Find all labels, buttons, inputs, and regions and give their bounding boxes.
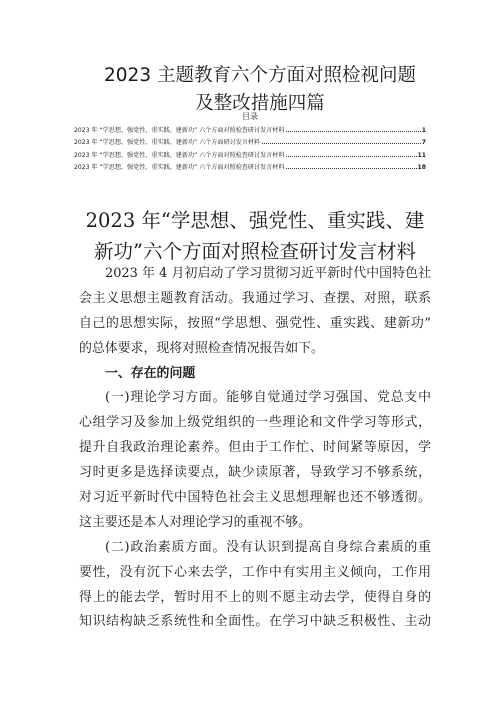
paragraph-line: (一)理论学习方面。能够自觉通过学习强国、党总支中 [105,390,431,406]
toc-entry[interactable] [74,162,426,174]
toc-dot-leader [262,143,421,144]
paragraph-line: (二)政治素质方面。没有认识到提高自身综合素质的重 [105,539,431,555]
toc-entry[interactable] [74,150,426,162]
toc-page-number: 1 [421,127,426,134]
toc-heading: 目录 [242,112,258,121]
toc-dot-leader [286,156,416,157]
section-title-line-2: 新功”六个方面对照检查研讨发言材料 [94,240,416,263]
section-heading: 一、存在的问题 [105,365,196,381]
document-title-line-1: 2023 主题教育六个方面对照检视问题 [104,65,416,86]
paragraph-line: 提升自我政治理论素养。但由于工作忙、时间紧等原因，学 [79,440,431,456]
paragraph-line: 心组学习及参加上级党组织的一些理论和文件学习等形式， [79,415,431,431]
paragraph-line: 对习近平新时代中国特色社会主义思想理解也还不够透彻。 [79,490,431,506]
paragraph-line: 习时更多是选择读要点，缺少读原著，导致学习不够系统， [79,465,431,481]
table-of-contents [74,125,426,175]
toc-entry[interactable] [74,125,426,137]
toc-entry-text: 2023 年 “学思想、强党性、重实践、建新功” 六个方面对照检查研讨发言材料 [74,164,285,172]
intro-line: 会主义思想主题教育活动。我通过学习、查摆、对照，联系 [79,290,431,306]
toc-page-number: 18 [417,164,426,172]
paragraph-line: 要性，没有沉下心来去学，工作中有实用主义倾向，工作用 [79,564,431,580]
intro-line: 2023 年 4 月初启动了学习贯彻习近平新时代中国特色社 [105,266,431,281]
toc-entry-text: 2023 年 “学思想、强党性、重实践、建新功” 六个方面对照检查研讨发言材料 [74,151,285,159]
paragraph-line: 得上的能去学，暂时用不上的则不愿主动去学，使得自身的 [79,589,431,605]
intro-line: 自己的思想实际，按照“学思想、强党性、重实践、建新功” [79,315,431,331]
toc-page-number: 11 [417,151,426,159]
document-title-line-2: 及整改措施四篇 [195,93,325,114]
toc-dot-leader [286,131,420,132]
toc-dot-leader [286,168,416,169]
toc-entry-text: 2023 年 “学思想、强党性、重实践、建新功” 六个方面对照检查研讨发言材料 [74,127,285,134]
paragraph-line: 这主要还是本人对理论学习的重视不够。 [79,514,312,530]
body-text [79,262,431,635]
toc-page-number: 7 [421,139,426,147]
section-title [60,205,450,267]
toc-entry-text: 2023 年 “学思想、强党性、重实践、建新功” 六个方面研讨发言材料 [74,139,261,147]
paragraph-line: 知识结构缺乏系统性和全面性。在学习中缺乏积极性、主动 [79,614,431,630]
intro-line: 的总体要求，现将对照检查情况报告如下。 [79,340,324,356]
toc-entry[interactable] [74,137,426,149]
section-title-line-1: 2023 年“学思想、强党性、重实践、建 [85,209,425,232]
